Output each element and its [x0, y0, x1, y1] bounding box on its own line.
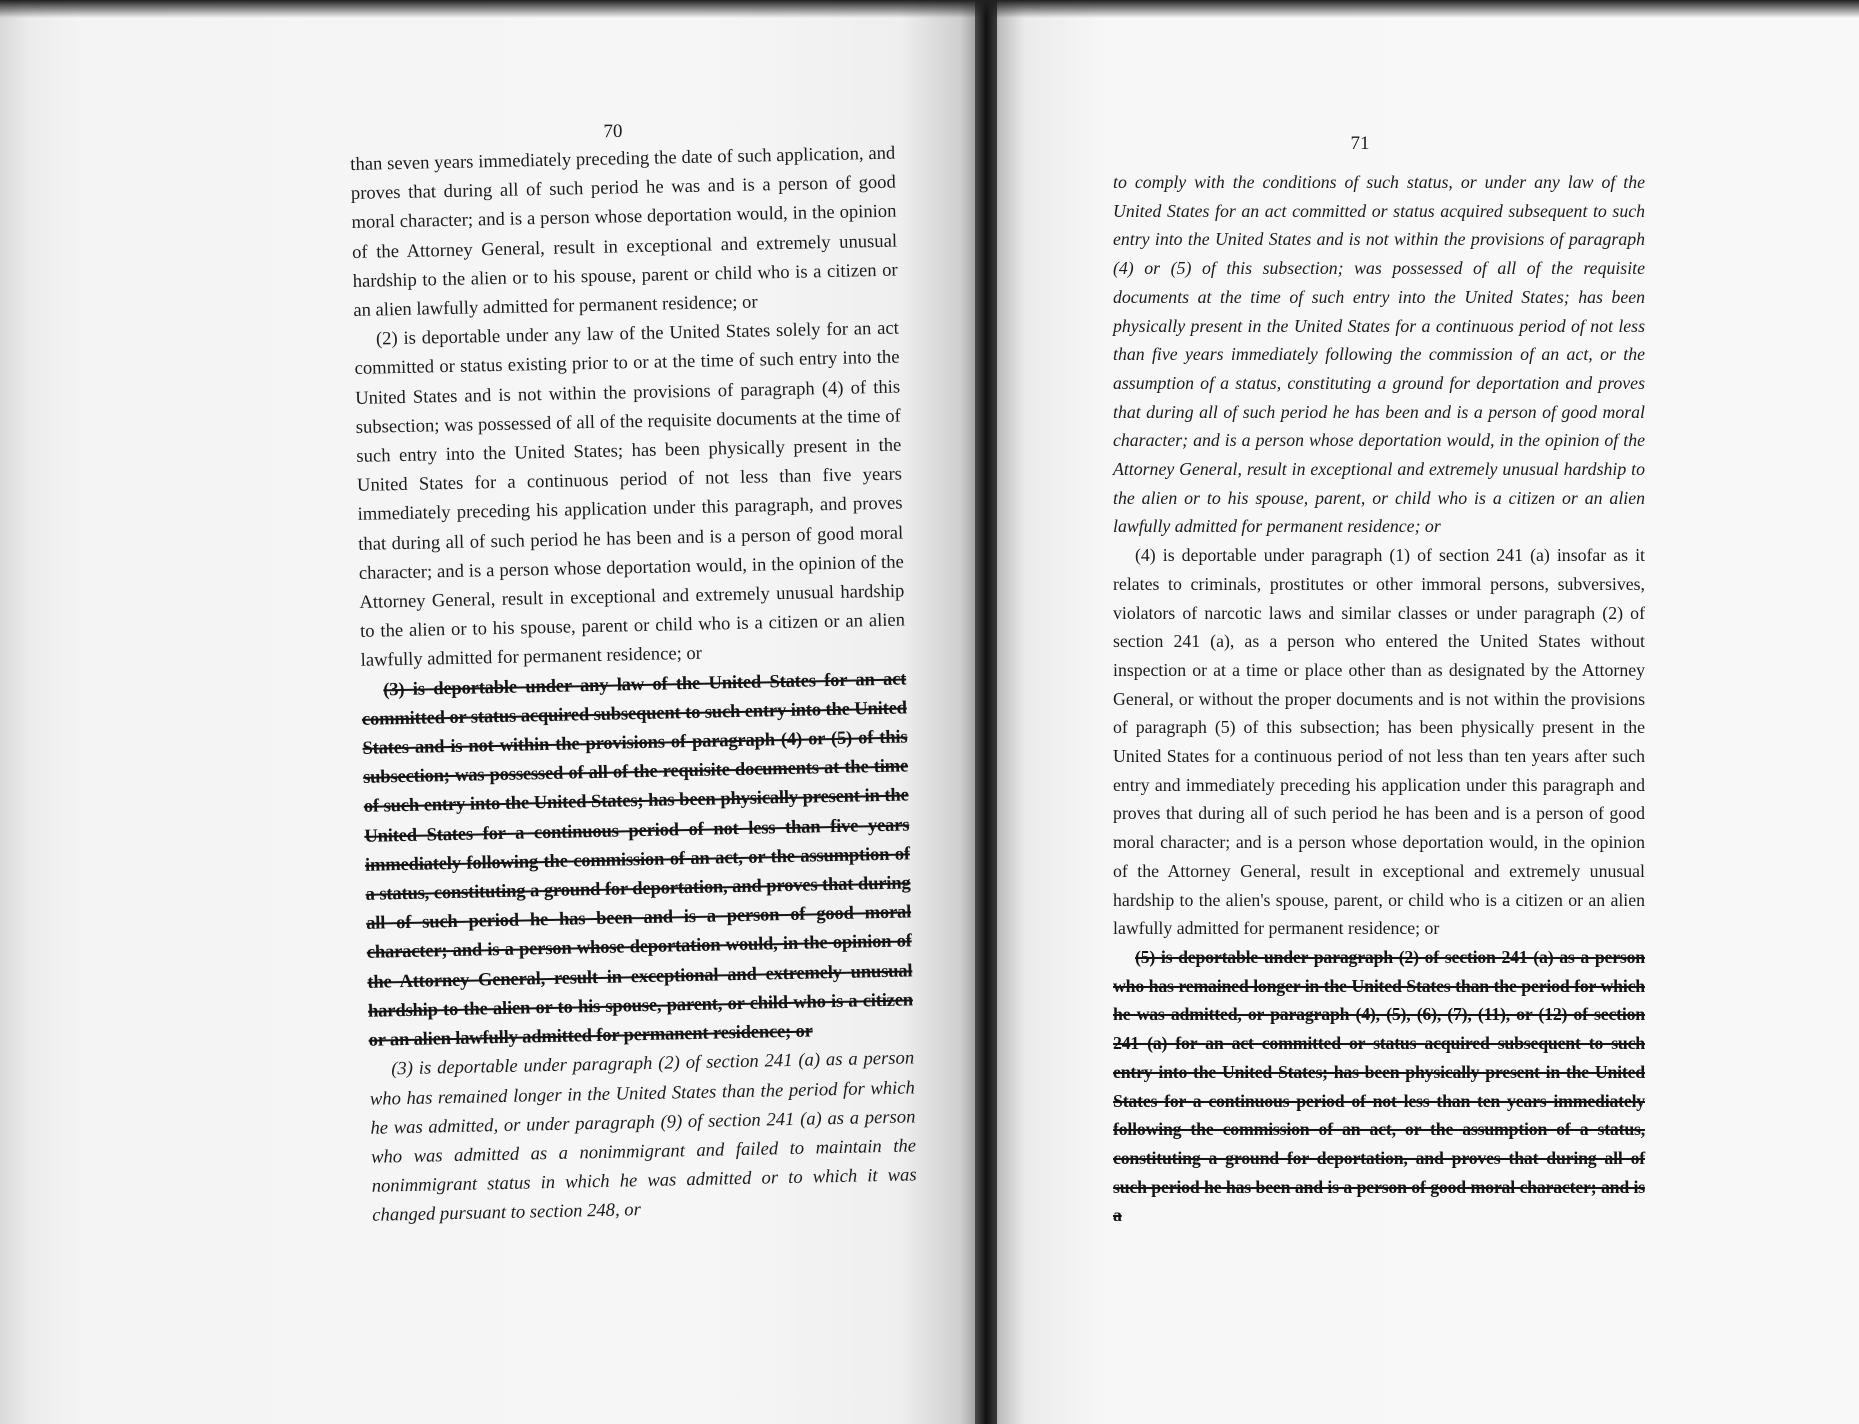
page-number-right: 71 [1350, 133, 1370, 154]
right-page-text [1113, 168, 1645, 1230]
paragraph-2: (2) is deportable under any law of the United States solely for an act committed or status existing prior to or at the time of such entry into the United States and is not within the provisions of paragraph (4) of this subsection; was possessed of all of the requisite documents at the time of such entry into the United States; has been physically present in the United States for a continuous period of not less than five years immediately preceding his application under this paragraph, and proves that during all of such period he has been and is a person of good moral character; and is a person whose deportation would, in the opinion of the Attorney General, result in exceptional and extremely unusual hardship to the alien or to his spouse, parent or child who is a citizen or an alien lawfully admitted for permanent residence; or [354, 317, 906, 672]
right-page [985, 0, 1859, 1424]
paragraph-continuation-inserted: to comply with the conditions of such status, or under any law of the United States for an act committed or status acquired subsequent to such entry into the United States and is not within the provisions of paragraph (4) or (5) of this subsection; was possessed of all of the requisite documents at the time of such entry into the United States; has been physically present in the United States for a continuous period of not less than five years immediately following the commission of an act, or the assumption of a status, constituting a ground for deportation and proves that during all of such period he has been and is a person of good moral character; and is a person whose deportation would, in the opinion of the Attorney General, result in exceptional and extremely unusual hardship to the alien or to his spouse, parent, or child who is a citizen or an alien lawfully admitted for permanent residence; or [1113, 172, 1645, 537]
paragraph-5-struck: (5) is deportable under paragraph (2) of section 241 (a) as a person who has remained longer in the United States than the period for which he was admitted, or paragraph (4), (5), (6), (7), (11), or (12) of section 241 (a) for an act committed or status acquired subsequent to such entry into the United States; has been physically present in the United States for a continuous period of not less than ten years immediately following the commission of an act, or the assumption of a status, constituting a ground for deportation, and proves that during all of such period he has been and is a person of good moral character; and is a [1113, 946, 1645, 1226]
paragraph-continuation: than seven years immediately preceding the date of such application, and proves that during all of such period he was and is a person of good moral character; and is a person whose deportation would, in the opinion of the Attorney General, result in exceptional and extremely unusual hardship to the alien or to his spouse, parent or child who is a citizen or an alien lawfully admitted for permanent residence; or [350, 142, 898, 321]
left-page-text [350, 139, 918, 1231]
page-number-left: 70 [603, 120, 623, 143]
paragraph-4: (4) is deportable under paragraph (1) of section 241 (a) insofar as it relates to criminals, prostitutes or other immoral persons, subversives, violators of narcotic laws and similar classes or under paragraph (2) of section 241 (a), as a person who entered the United States without inspection or at a time or place other than as designated by the Attorney General, or without the proper documents and is not within the provisions of paragraph (5) of this subsection; has been physically present in the United States for a continuous period of not less than ten years after such entry and immediately preceding his application under this paragraph and proves that during all of such period he has been and is a person of good moral character; and is a person whose deportation would, in the opinion of the Attorney General, result in exceptional and extremely unusual hardship to the alien's spouse, parent, or child who is a citizen or an alien lawfully admitted for permanent residence; or [1113, 545, 1645, 939]
paragraph-3-struck: (3) is deportable under any law of the United States for an act committed or status acquired subsequent to such entry into the United States and is not within the provisions of paragraph (4) or (5) of this subsection; was possessed of all of the requisite documents at the time of such entry into the United States; has been physically present in the United States for a continuous period of not less than five years immediately following the commission of an act, or the assumption of a status, constituting a ground for deportation, and proves that during all of such period he has been and is a person of good moral character; and is a person whose deportation would, in the opinion of the Attorney General, result in exceptional and extremely unusual hardship to the alien or to his spouse, parent, or child who is a citizen or an alien lawfully admitted for permanent residence; or [361, 668, 914, 1051]
scan-edge-shadow [0, 0, 1859, 18]
book-gutter [975, 0, 997, 1424]
paragraph-3-inserted: (3) is deportable under paragraph (2) of section 241 (a) as a person who has remained longer in the United States than the period for which he was admitted, or under paragraph (9) of section 241 (a) as a person who was admitted as a nonimmigrant and failed to maintain the nonimmigrant status in which he was admitted or to which it was changed pursuant to section 248, or [369, 1047, 917, 1227]
